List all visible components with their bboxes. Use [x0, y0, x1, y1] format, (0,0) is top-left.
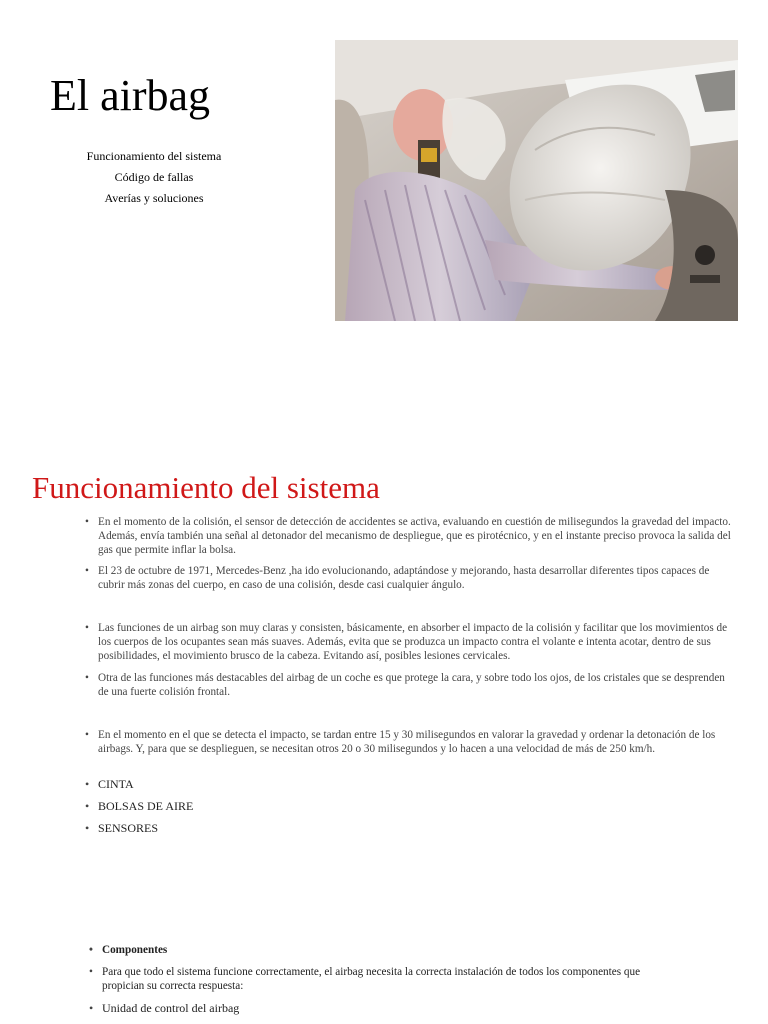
list-item: • Otra de las funciones más destacables del airbag de un coche es que protege la cara, y sobre todo los ojos, de los cristales que se desprenden de una fuerte colisión frontal.	[98, 671, 738, 699]
subtitle-line: Código de fallas	[114, 170, 194, 184]
list-item: • Para que todo el sistema funcione correctamente, el airbag necesita la correcta instalación de todos los componentes que propician su correcta respuesta:	[102, 965, 642, 993]
list-item: • CINTA	[98, 777, 738, 791]
components-heading: • Componentes	[102, 943, 742, 957]
list-item: • Unidad de control del airbag	[102, 1001, 742, 1015]
list-item: • SENSORES	[98, 821, 738, 835]
list-item: • En el momento en el que se detecta el impacto, se tardan entre 15 y 30 milisegundos en valorar la gravedad y ordenar la detonación de los airbags. Y, para que se desplieguen, se necesitan otros 20 o 30 milisegundos y lo hacen a una velocidad de más de 250 km/h.	[98, 728, 738, 756]
title-slide	[0, 0, 768, 440]
list-item: • En el momento de la colisión, el sensor de detección de accidentes se activa, evaluando en cuestión de milisegundos la gravedad del impacto. Además, envía también una señal al detonador del mecanismo de despliegue, que es pirotécnico, y en el instante preciso provoca la salida del gas que permite inflar la bolsa.	[98, 515, 738, 557]
subtitle-line: Funcionamiento del sistema	[86, 149, 222, 163]
slide-title: El airbag	[50, 71, 211, 120]
airbag-crash-test-photo	[335, 40, 738, 321]
slide-subtitle	[70, 146, 238, 209]
list-item: • Las funciones de un airbag son muy claras y consisten, básicamente, en absorber el impacto de la colisión y facilitar que los movimientos de los cuerpos de los ocupantes sean más suaves. Además, evita que se produzca un impacto contra el volante e intenta acotar, dentro de sus posibilidades, el movimiento brusco de la cabeza. Evitando así, posibles lesiones cervicales.	[98, 621, 738, 663]
section-heading: Funcionamiento del sistema	[32, 470, 380, 505]
list-item: • BOLSAS DE AIRE	[98, 799, 738, 813]
list-item: • El 23 de octubre de 1971, Mercedes-Benz ,ha ido evolucionando, adaptándose y mejorando, hasta desarrollar diferentes tipos capaces de cubrir más zonas del cuerpo, en caso de una colisión, desde casi cualquier ángulo.	[98, 564, 738, 592]
subtitle-line: Averías y soluciones	[104, 191, 204, 205]
